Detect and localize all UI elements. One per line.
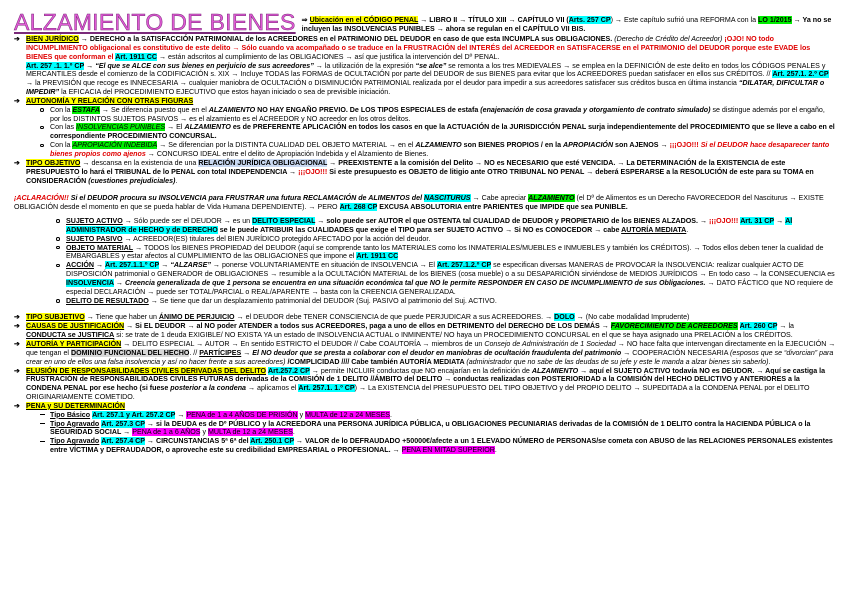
list-item-tipo-agravado-2: Tipo Agravado Art. 257.4 CP → CIRCUNSTANCIAS 5ª 6ª del Art. 250.1 CP → VALOR de lo DEFRAUDADO +50000€/afecte a un 1 ELEVADO NÚMERO de PERSONAS/se cometa con ABUSO de las RELACIONES PERSONALES existentes entre VÍCTIMA y DEFRAUDADOR, o aproveche este su credibilidad EMPRESARIAL o PROFESIONAL. → PENA EN MITAD SUPERIOR. bbox=[40, 437, 836, 455]
notes-list bbox=[14, 35, 836, 185]
list-item-tipo-objetivo: ➔ TIPO OBJETIVO → descansa en la existencia de una RELACIÓN JURÍDICA OBLIGACIONAL → PREEXISTENTE a la comisión del Delito → NO es NECESARIO que esté VENCIDA. → La DETERMINACIÓN de la EXISTENCIA de este PRESUPUESTO lo hará el TRIBUNAL de lo PENAL con total INDEPENDENCIA → ¡¡¡OJO!!! Si este presupuesto es OBJETO de litigio ante OTRO TRIBUNAL NO PENAL → deberá ESPERARSE a la RESOLUCIÓN de este para su TOMA en CONSIDERACIÓN (cuestiones prejudiciales). bbox=[14, 158, 814, 185]
list-item-causas-justificacion: ➔ CAUSAS DE JUSTIFICACIÓN → Si EL DEUDOR → al NO poder ATENDER a todos sus ACREEDORES, paga a uno de ellos en DETRIMENTO del DERECHO DE LOS DEMÁS → FAVORECIMIENTO DE ACREEDORES Art. 260 CP → la CONDUCTA se JUSTIFICA si: se trate de 1 deuda EXIGIBLE/ NO EXISTA YA un estado de INSOLVENCIA ACTUAL o INMINENTE/ NO haya un PROCEDIMIENTO CONCURSAL en el que se haya asignado una PRELACIÓN a los CRÉDITOS. bbox=[14, 322, 794, 340]
list-item-accion: ACCIÓN → Art. 257.1.1.º CP → “ALZARSE” → ponerse VOLUNTARIAMENTE en situación de INSOLVENCIA → El Art. 257.1.2.º CP se especifican diversas MANERAS de PROVOCAR la INSOLVENCIA: realizar cualquier ACTO DE DISPOSICIÓN patrimonial o GENERADOR de OBLIGACIONES → resumible a la OCULTACIÓN MATERIAL de los BIENES (cosa mueble) o a su DESAPARICIÓN sirviéndose de MEDIOS JURÍDICOS → En todo caso → la CONSECUENCIA es INSOLVENCIA → Creencia generalizada de que 1 persona se encuentra en una situación económica tal que NO le permite RESPONDER EN CASO DE INCUMPLIMIENTO de sus Obligaciones. → DATO FÁCTICO que NO requiere de especial DECLARACIÓN → puede ser TOTAL/PARCIAL o REAL/APARENTE → basta con la CREENCIA GENERALIZADA. bbox=[56, 261, 836, 296]
header-block bbox=[14, 10, 836, 35]
list-item-sujeto-activo: SUJETO ACTIVO → Sólo puede ser el DEUDOR → es un DELITO ESPECIAL → solo puede ser AUTOR el que OSTENTA tal CUALIDAD de DEUDOR y PROPIETARIO de los BIENES ALZADOS. → ¡¡¡OJO!!! Art. 31 CP → Al ADMINISTRADOR de HECHO y de DERECHO se le puede ATRIBUIR las CUALIDADES que exige el TIPO para ser SUJETO ACTIVO → Si NO es CONOCEDOR → cabe AUTORÍA MEDIATA. bbox=[56, 217, 836, 235]
list-item-autonomia: ➔ AUTONOMÍA Y RELACIÓN CON OTRAS FIGURAS bbox=[14, 96, 194, 105]
list-item-tipo-basico: Tipo Básico Art. 257.1 y Art. 257.2 CP → PENA de 1 a 4 AÑOS DE PRISIÓN y MULTA de 12 a 24 MESES. bbox=[40, 411, 836, 420]
aclaracion-paragraph: ¡ACLARACIÓN!! Si el DEUDOR procura su INSOLVENCIA para FRUSTRAR una futura RECLAMACIÓN de ALIMENTOS del NASCITURUS → Cabe apreciar ALZAMIENTO (el Dº de Alimentos es un Derecho FAVORECEDOR del Nasciturus → EXISTE OBLIGACIÓN desde el momento en que se pueda hablar de Vida Humana DEPENDIENTE). → PERO Art. 268 CP EXCUSA ABSOLUTORIA entre PARIENTES que IMPIDE que sea PUNIBLE. bbox=[14, 194, 824, 212]
list-item-estafa: Con la ESTAFA → Se diferencia puesto que en el ALZAMIENTO NO HAY ENGAÑO PREVIO. De LOS TIPOS ESPECIALES de estafa (enajenación de cosa gravada y otorgamiento de contrato simulado) se distingue además por el engaño, por los DISTINTOS SUJETOS PASIVOS → es el alzamiento es el ACREEDOR y NO acreedor en los otros delitos. bbox=[40, 106, 836, 124]
list-item-bien-juridico: ➔ BIEN JURÍDICO → DERECHO a la SATISFACCIÓN PATRIMONIAL de los ACREEDORES en el PATRIMONIO DEL DEUDOR en caso de que esta INCUMPLA sus OBLIGACIONES. (Derecho de Crédito del Acreedor) ¡OJO! NO todo INCUMPLIMIENTO obligacional es constitutivo de este delito → Sólo cuando va acompañado o se traduce en la FRUSTRACIÓN del INTERÉS del ACREEDOR en SATISFACERSE en el PATRIMONIO del DEUDOR porque este EVADE los BIENES que conforman el Art. 1911 CC → están adscritos al cumplimiento de las OBLIGACIONES → así que justifica la intervención del Dº PENAL. Art. 257 .1. 1.º CP → “El que se ALCE con sus bienes en perjuicio de sus acreedores” → la utilización de la expresión “se alce” se remonta a los tres MEDIEVALES → se emplea en la DEFINICIÓN de este delito en todos los CÓDIGOS PENALES y MERCANTILES desde el comienzo de la CODIFICACIÓN s. XIX → Incluye TODAS las FORMAS de OCULTACIÓN por parte del DEUDOR de sus BIENES para evitar que los ACREEDORES puedan satisfacer en ellos sus CRÉDITOS. // Art. 257.1. 2.º CP → la PREVISIÓN que recoge es INNECESARIA → cualquier maniobra de OCULTACIÓN o DISMINUCIÓN PATRIMONIAL realizada por el deudor para impedir a sus acreedores satisfacer sus créditos busca en última instancia “DILATAR, DIFICULTAR o IMPEDIR” la EFICACIA del PROCEDIMIENTO EJECUTIVO que estos hayan iniciado o sea de previsible iniciación. bbox=[14, 35, 829, 97]
list-item-objeto-material: OBJETO MATERIAL → TODOS los BIENES PROPIEDAD del DEUDOR (aquí se comprende tanto los MATERIALES como los INMATERIALES/MUEBLES e INMUEBLES y también los CRÉDITOS). → Todos ellos deben tener la cualidad de EMBARGABLES y estar afectos al CUMPLIMIENTO de las OBLIGACIONES que impone el Art. 1911 CC bbox=[56, 244, 836, 262]
list-item-elusion: ➔ ELUSIÓN DE RESPONSABILIDADES CIVILES DERIVADAS DEL DELITO Art.257.2 CP → permite INCLUIR conductas que NO encajarían en la definición de ALZAMIENTO → aquí el SUJETO ACTIVO todavía NO es DEUDOR. → Aquí se castiga la FRUSTRACIÓN de RESPONSABILIDADES CIVILES FUTURAS derivadas de la COMISIÓN de 1 DELITO //ÁMBITO del DELITO → conductas realizadas con POSTERIORIDAD a la COMISIÓN del HECHO DELICTIVO y ANTERIORES a la CONDENA PENAL por ese hecho (si fuese posterior a la condena → aplicamos el Art. 257.1. 1.º CP) → La EXISTENCIA del PRESUPUESTO DEL TIPO OBJETIVO y del PROPIO DELITO → SUPEDITADA a la CONDENA PENAL por el DELITO ORIGINARIAMENTE COMETIDO. bbox=[14, 366, 826, 402]
list-item-insolvencias: Con las INSOLVENCIAS PUNIBLES → El ALZAMIENTO es de PREFERENTE APLICACIÓN en todos los casos en que la ACTUACIÓN de la JURISDICCIÓN PENAL surja independientemente del PROCEDIMIENTO que se lleve a cabo en el correspondiente PROCEDIMIENTO CONCURSAL. bbox=[40, 123, 836, 141]
list-item-tipo-subjetivo: ➔ TIPO SUBJETIVO → Tiene que haber un ÁNIMO DE PERJUICIO → el DEUDOR debe TENER CONSCIENCIA de que puede PERJUDICAR a sus ACREEDORES. → DOLO → (No cabe modalidad Imprudente) bbox=[14, 313, 690, 322]
list-item-autoria: ➔ AUTORÍA Y PARTICIPACIÓN → DELITO ESPECIAL → AUTOR → En sentido ESTRICTO el DEUDOR // Cabe COAUTORÍA → miembros de un Consejo de Administración de 1 Sociedad → NO hace falta que intervengan directamente en la EJECUCIÓN → que tengan el DOMINIO FUNCIONAL DEL HECHO. // PARTÍCIPES → El NO deudor que se presta a colaborar con el deudor en maniobras de ocultación fraudulenta del patrimonio → COOPERACIÓN NECESARIA (esposos que se “divorcian” para crear en uno de ellos una falsa insolvencia y así no hacer frente a sus acreedores) /COMPLICIDAD //// Cabe también AUTORÍA MEDIATA (administrador que no sabe de las deudas de su jefe y este le manda a alzar bienes sin saberlo). bbox=[14, 340, 836, 366]
list-item-apropiacion: Con la APROPIACIÓN INDEBIDA → Se diferencian por la DISTINTA CUALIDAD DEL OBJETO MATERIAL → en el ALZAMIENTO son BIENES PROPIOS / en la APROPIACIÓN son AJENOS → ¡¡¡OJO!!! Si el DEUDOR hace desaparecer tanto bienes propios como ajenos → CONCURSO IDEAL entre el delito de Apropiación Indebida y el Alzamiento de Bienes. bbox=[40, 141, 836, 159]
list-item-delito-resultado: DELITO DE RESULTADO → Se tiene que dar un desplazamiento patrimonial del DEUDOR (Suj. PASIVO al patrimonio del Suj. ACTIVO. bbox=[56, 297, 836, 306]
document-title: ALZAMIENTO DE BIENES bbox=[14, 9, 296, 35]
location-note: ⇒ Ubicación en el CÓDIGO PENAL → LIBRO II → TÍTULO XIII → CAPÍTULO VII (Arts. 257 CP) → Este capítulo sufrió una REFORMA con la LO 1/2015 → Ya no se incluyen las INSOLVENCIAS PUNIBLES → ahora se regulan en el CAPÍTULO VII BIS. bbox=[301, 16, 832, 33]
list-item-sujeto-pasivo: SUJETO PASIVO → ACREEDOR(ES) titulares del BIEN JURÍDICO protegido AFECTADO por la acción del deudor. bbox=[56, 235, 836, 244]
list-item-pena: ➔ PENA y SU DETERMINACIÓN bbox=[14, 401, 126, 410]
tipo-objetivo-elements bbox=[14, 217, 836, 305]
location-label: Ubicación en el CÓDIGO PENAL bbox=[309, 16, 419, 24]
list-item-tipo-agravado-1: Tipo Agravado Art. 257.3 CP → si la DEUDA es de Dº PÚBLICO y la ACREEDORA una PERSONA JURÍDICA PÚBLICA, u OBLIGACIONES PECUNIARIAS derivadas de la COMISIÓN de 1 DELITO contra la HACIENDA PÚBLICA o la SEGURIDAD SOCIAL → PENA de 1 a 6 AÑOS y MULTA de 12 a 24 MESES. bbox=[40, 420, 836, 438]
more-notes-list bbox=[14, 313, 836, 455]
